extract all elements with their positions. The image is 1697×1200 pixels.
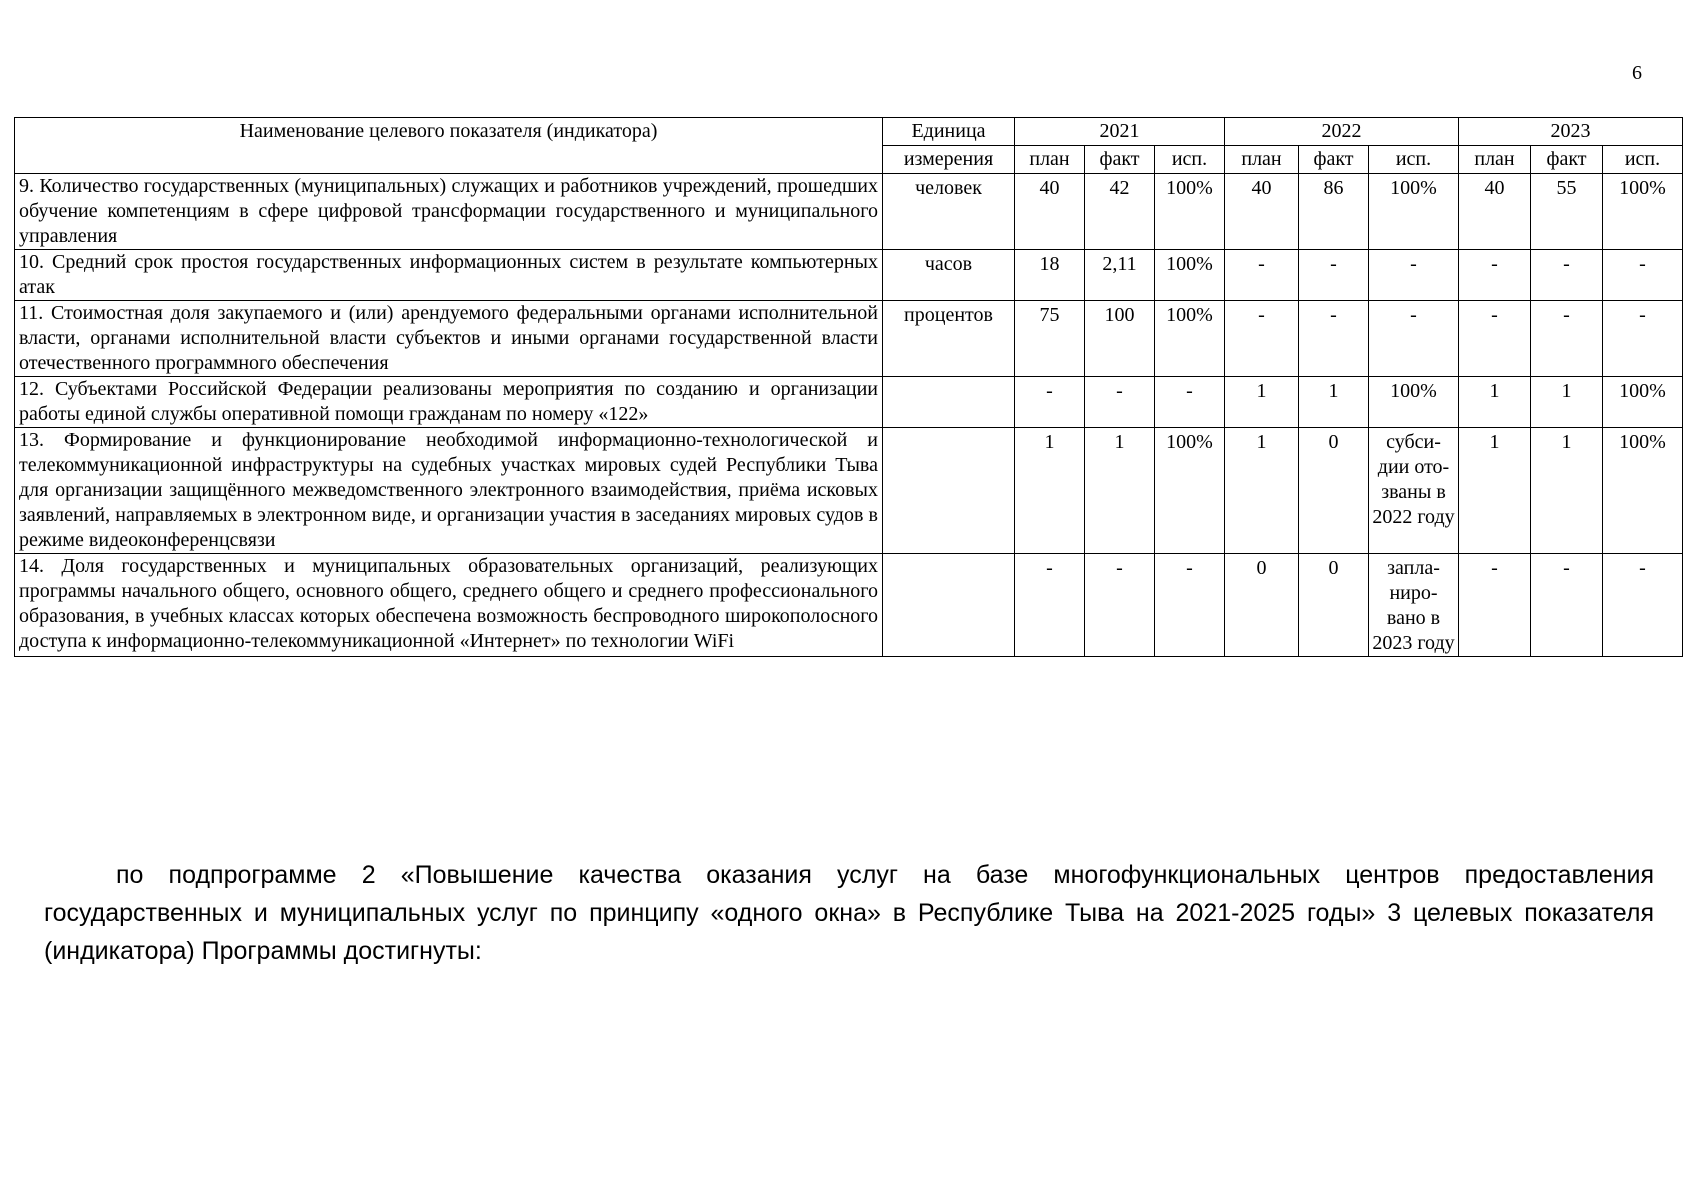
value-cell: 42 <box>1085 174 1155 250</box>
value-cell: - <box>1459 250 1531 301</box>
header-plan: план <box>1015 146 1085 174</box>
indicator-unit: процентов <box>883 301 1015 377</box>
indicator-unit <box>883 428 1015 554</box>
value-cell: 0 <box>1299 428 1369 554</box>
indicator-unit <box>883 554 1015 657</box>
value-cell: - <box>1531 250 1603 301</box>
value-cell: 0 <box>1299 554 1369 657</box>
table-row <box>15 250 1683 301</box>
header-fact: факт <box>1299 146 1369 174</box>
value-cell: 100% <box>1155 174 1225 250</box>
value-cell: 1 <box>1459 428 1531 554</box>
value-cell: - <box>1299 250 1369 301</box>
header-fact: факт <box>1531 146 1603 174</box>
value-cell: 1 <box>1225 428 1299 554</box>
header-exec: исп. <box>1155 146 1225 174</box>
value-cell: - <box>1603 554 1683 657</box>
value-cell: - <box>1299 301 1369 377</box>
value-cell-note: запла-ниро-вано в 2023 году <box>1369 554 1459 657</box>
value-cell: 2,11 <box>1085 250 1155 301</box>
value-cell: 55 <box>1531 174 1603 250</box>
table-row <box>15 428 1683 554</box>
value-cell: - <box>1369 250 1459 301</box>
indicator-name: 10. Средний срок простоя государственных информационных систем в результате компьютерных атак <box>15 250 883 301</box>
value-cell: - <box>1459 554 1531 657</box>
value-cell: - <box>1155 377 1225 428</box>
header-fact: факт <box>1085 146 1155 174</box>
table-row <box>15 301 1683 377</box>
indicator-name: 11. Стоимостная доля закупаемого и (или) арендуемого федеральными органами исполнительной власти, органами исполнительной власти субъектов и иными органами государственной власти отечественного программного обеспечения <box>15 301 883 377</box>
value-cell: - <box>1531 301 1603 377</box>
header-unit-line2: измерения <box>883 146 1015 174</box>
value-cell: 1 <box>1531 377 1603 428</box>
indicator-name: 14. Доля государственных и муниципальных образовательных организаций, реализующих программы начального общего, основного общего, среднего общего и среднего профессионального образования, в учебных классах которых обеспечена возможность беспроводного широкополосного доступа к информационно-телекоммуникационной «Интернет» по технологии WiFi <box>15 554 883 657</box>
indicator-unit: часов <box>883 250 1015 301</box>
value-cell: 1 <box>1531 428 1603 554</box>
value-cell: 100% <box>1369 174 1459 250</box>
value-cell: 0 <box>1225 554 1299 657</box>
value-cell: 100% <box>1603 428 1683 554</box>
value-cell: - <box>1225 250 1299 301</box>
value-cell: - <box>1603 250 1683 301</box>
value-cell: 1 <box>1459 377 1531 428</box>
header-year-2022: 2022 <box>1225 118 1459 146</box>
value-cell: 75 <box>1015 301 1085 377</box>
table-header-row-years <box>15 118 1683 146</box>
value-cell: - <box>1531 554 1603 657</box>
indicators-table <box>14 117 1683 657</box>
indicator-name: 9. Количество государственных (муниципальных) служащих и работников учреждений, прошедших обучение компетенциям в сфере цифровой трансформации государственного и муниципального управления <box>15 174 883 250</box>
value-cell: 40 <box>1459 174 1531 250</box>
header-year-2023: 2023 <box>1459 118 1683 146</box>
table-row <box>15 174 1683 250</box>
value-cell: 100% <box>1603 174 1683 250</box>
indicator-name: 13. Формирование и функционирование необходимой информационно-технологической и телекоммуникационной инфраструктуры на судебных участках мировых судей Республики Тыва для организации защищённого межведомственного электронного взаимодействия, приёма исковых заявлений, направляемых в электронном виде, и организации участия в заседаниях мировых судов в режиме видеоконференцсвязи <box>15 428 883 554</box>
header-unit-line1: Единица <box>883 118 1015 146</box>
value-cell: - <box>1015 554 1085 657</box>
value-cell: 100% <box>1603 377 1683 428</box>
value-cell: 40 <box>1015 174 1085 250</box>
header-plan: план <box>1459 146 1531 174</box>
value-cell: 86 <box>1299 174 1369 250</box>
header-exec: исп. <box>1369 146 1459 174</box>
value-cell: 100% <box>1155 250 1225 301</box>
header-year-2021: 2021 <box>1015 118 1225 146</box>
value-cell: - <box>1603 301 1683 377</box>
value-cell: 1 <box>1225 377 1299 428</box>
indicator-name: 12. Субъектами Российской Федерации реализованы мероприятия по созданию и организации работы единой службы оперативной помощи гражданам по номеру «122» <box>15 377 883 428</box>
value-cell: - <box>1459 301 1531 377</box>
table-row <box>15 377 1683 428</box>
indicators-table-container <box>14 117 1682 657</box>
body-paragraph: по подпрограмме 2 «Повышение качества оказания услуг на базе многофункциональных центров предоставления государственных и муниципальных услуг по принципу «одного окна» в Республике Тыва на 2021-2025 годы» 3 целевых показателя (индикатора) Программы достигнуты: <box>44 861 1654 965</box>
value-cell: 100% <box>1369 377 1459 428</box>
value-cell-note: субси-дии ото-званы в 2022 году <box>1369 428 1459 554</box>
value-cell: - <box>1015 377 1085 428</box>
value-cell: - <box>1225 301 1299 377</box>
value-cell: 100% <box>1155 428 1225 554</box>
value-cell: - <box>1085 554 1155 657</box>
value-cell: 1 <box>1299 377 1369 428</box>
value-cell: - <box>1085 377 1155 428</box>
page-number: 6 <box>1632 62 1642 84</box>
value-cell: 18 <box>1015 250 1085 301</box>
table-row <box>15 554 1683 657</box>
value-cell: - <box>1155 554 1225 657</box>
header-exec: исп. <box>1603 146 1683 174</box>
value-cell: - <box>1369 301 1459 377</box>
value-cell: 1 <box>1085 428 1155 554</box>
value-cell: 40 <box>1225 174 1299 250</box>
value-cell: 100% <box>1155 301 1225 377</box>
indicator-unit <box>883 377 1015 428</box>
header-plan: план <box>1225 146 1299 174</box>
value-cell: 100 <box>1085 301 1155 377</box>
header-indicator-name: Наименование целевого показателя (индикатора) <box>15 118 883 174</box>
value-cell: 1 <box>1015 428 1085 554</box>
indicator-unit: человек <box>883 174 1015 250</box>
